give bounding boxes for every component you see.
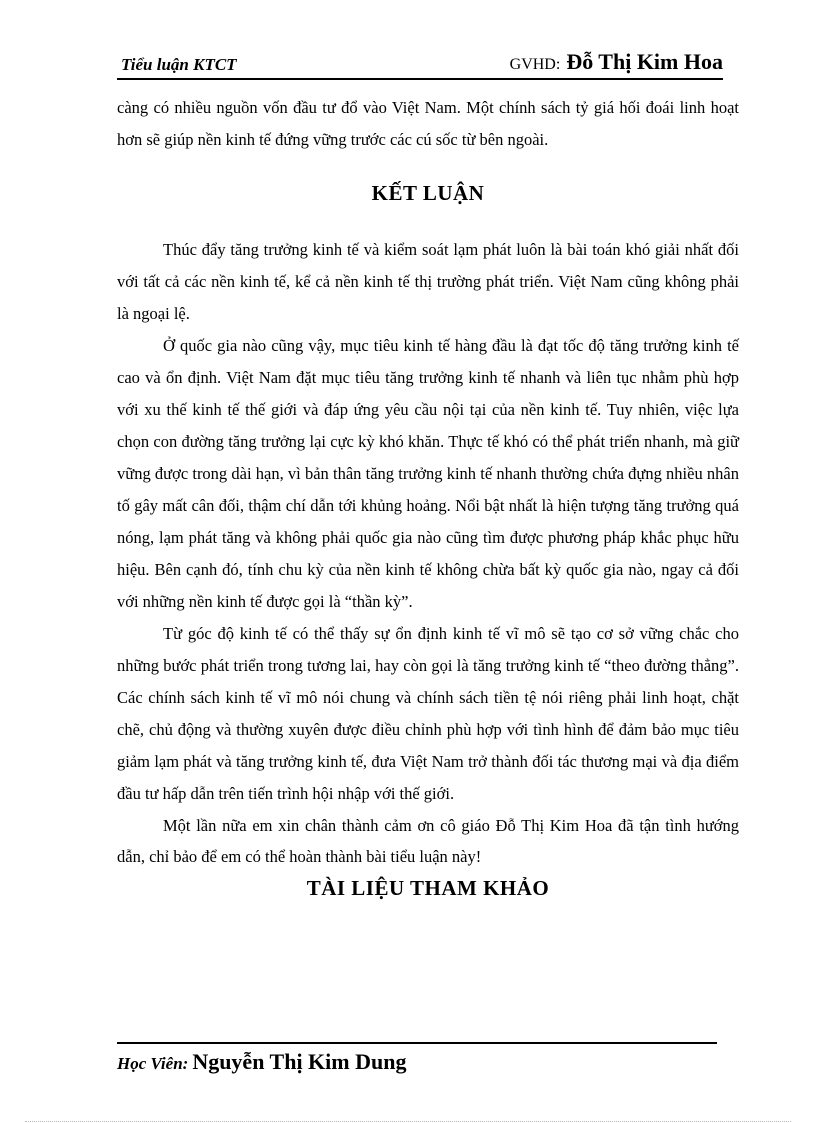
body-paragraph-1: Thúc đẩy tăng trưởng kinh tế và kiểm soát lạm phát luôn là bài toán khó giải nhất đối với tất cả các nền kinh tế, kể cả nền kinh tế thị trường phát triển. Việt Nam cũng không phải là ngoại lệ.	[117, 240, 739, 323]
student-label: Học Viên:	[117, 1054, 189, 1073]
references-heading: TÀI LIỆU THAM KHẢO	[306, 876, 550, 900]
body-paragraph-2: Ở quốc gia nào cũng vậy, mục tiêu kinh tế hàng đầu là đạt tốc độ tăng trưởng kinh tế cao và ổn định. Việt Nam đặt mục tiêu tăng trưởng kinh tế nhanh và liên tục nhằm phù hợp với xu thế kinh tế thế giới và đáp ứng yêu cầu nội tại của nền kinh tế. Tuy nhiên, việc lựa chọn con đường tăng trưởng lại cực kỳ khó khăn. Thực tế khó có thể phát triển nhanh, mà giữ vững được trong dài hạn, vì bản thân tăng trưởng kinh tế nhanh thường chứa đựng nhiều nhân tố gây mất cân đối, thậm chí dẫn tới khủng hoảng. Nổi bật nhất là hiện tượng tăng trưởng quá nóng, lạm phát tăng và không phải quốc gia nào cũng tìm được phương pháp khắc phục hữu hiệu. Bên cạnh đó, tính chu kỳ của nền kinh tế không chừa bất kỳ quốc gia nào, ngay cả đối với những nền kinh tế được gọi là “thần kỳ”.	[117, 336, 739, 611]
body-paragraph-3: Từ góc độ kinh tế có thể thấy sự ổn định kinh tế vĩ mô sẽ tạo cơ sở vững chắc cho những bước phát triển trong tương lai, hay còn gọi là tăng trưởng kinh tế “theo đường thẳng”. Các chính sách kinh tế vĩ mô nói chung và chính sách tiền tệ nói riêng phải linh hoạt, chặt chẽ, chủ động và thường xuyên được điều chỉnh phù hợp với tình hình để đảm bảo mục tiêu giảm lạm phát và tăng trưởng kinh tế, đưa Việt Nam trở thành đối tác thương mại và địa điểm đầu tư hấp dẫn trên tiến trình hội nhập với thế giới.	[117, 624, 739, 803]
intro-paragraph: càng có nhiều nguồn vốn đầu tư đổ vào Việt Nam. Một chính sách tỷ giá hối đoái linh hoạt hơn sẽ giúp nền kinh tế đứng vững trước các cú sốc từ bên ngoài.	[117, 98, 739, 149]
body-paragraph-4: Một lần nữa em xin chân thành cảm ơn cô giáo Đỗ Thị Kim Hoa đã tận tình hướng dẫn, chỉ bảo để em có thể hoàn thành bài tiểu luận này!	[117, 816, 739, 866]
conclusion-heading: KẾT LUẬN	[371, 181, 485, 205]
page-header	[117, 46, 723, 80]
student-name: Nguyễn Thị Kim Dung	[192, 1049, 407, 1074]
page-body	[117, 92, 739, 901]
document-type: Tiểu luận KTCT	[121, 55, 237, 74]
supervisor	[510, 49, 723, 75]
supervisor-label: GVHD:	[509, 56, 561, 73]
page-footer	[117, 1042, 717, 1075]
page-bottom-rule	[25, 1121, 791, 1122]
supervisor-name: Đỗ Thị Kim Hoa	[566, 49, 723, 74]
student	[117, 1049, 717, 1075]
